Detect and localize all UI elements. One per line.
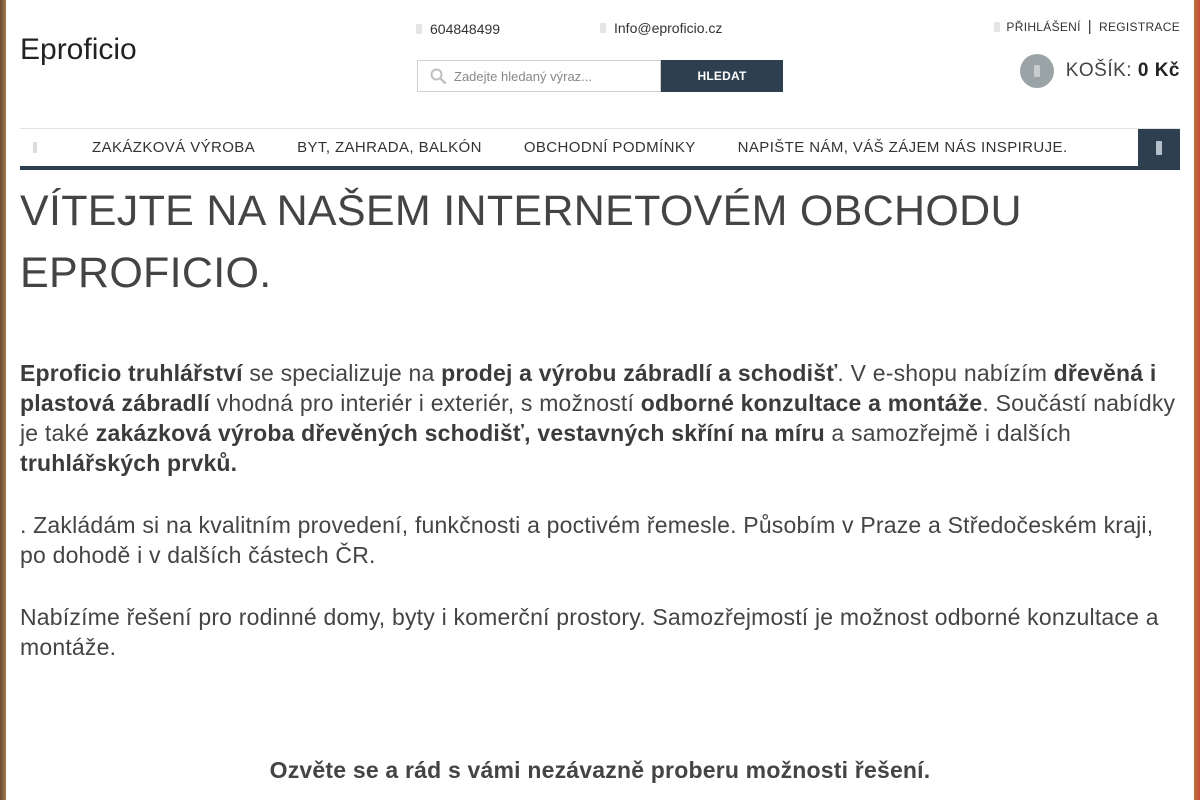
text-span: . V e-shopu nabízím [837,360,1054,386]
phone-number: 604848499 [430,21,501,37]
search-form [417,60,783,92]
register-link[interactable]: REGISTRACE [1098,19,1180,34]
home-icon [33,142,37,153]
text-strong: truhlářských prvků. [20,450,238,476]
text-strong: zakázková výroba dřevěných schodišť, vestavných skříní na míru [95,420,825,446]
call-to-action: Ozvěte se a rád s vámi nezávazně proberu možnosti řešení. [269,757,931,783]
nav-item-obchodni-podminky[interactable]: OBCHODNÍ PODMÍNKY [523,139,696,156]
phone-icon [416,24,422,34]
text-strong: odborné konzultace a montáže [640,390,983,416]
nav-item-zakazkova-vyroba[interactable]: ZAKÁZKOVÁ VÝROBA [92,139,256,156]
cart-summary [1066,60,1180,82]
login-link[interactable]: PŘIHLÁŠENÍ [1006,19,1081,34]
contact-phone[interactable] [416,21,500,37]
nav-item-byt-zahrada-balkon[interactable]: BYT, ZAHRADA, BALKÓN [297,139,482,156]
search-box [417,60,661,92]
search-button[interactable]: HLEDAT [661,60,783,92]
text-span: a samozřejmě i dalších [824,420,1072,446]
contact-email[interactable] [600,20,722,36]
intro-paragraph [20,358,1180,478]
cart-label: KOŠÍK: [1065,60,1133,81]
nav-home[interactable] [20,142,50,153]
search-icon [430,68,446,84]
envelope-icon [600,23,606,33]
text-span: . Součástí nabídky je také [20,390,1176,446]
page-title: VÍTEJTE NA NAŠEM INTERNETOVÉM OBCHODU EPROFICIO. [20,187,1022,297]
cart-widget[interactable] [1020,54,1180,88]
text-span: se specializuje na [242,360,442,386]
site-logo[interactable]: Eproficio [20,33,137,66]
text-strong: dřevěná i plastová zábradlí [20,360,1157,416]
page [6,0,1194,800]
menu-toggle-button[interactable] [1138,129,1180,166]
email-address: Info@eproficio.cz [614,20,723,36]
solutions-paragraph: Nabízíme řešení pro rodinné domy, byty i komerční prostory. Samozřejmostí je možnost odborné konzultace a montáže. [20,604,1159,660]
text-strong: Eproficio truhlářství [20,360,243,386]
text-strong: prodej a výrobu zábradlí a schodišť [441,360,838,386]
nav-item-napiste-nam[interactable]: NAPIŠTE NÁM, VÁŠ ZÁJEM NÁS INSPIRUJE. [737,139,1068,156]
hamburger-icon [1156,141,1162,155]
main-nav [20,128,1180,170]
cart-total: 0 Kč [1137,60,1180,81]
search-input[interactable] [454,63,654,89]
quality-paragraph: . Zakládám si na kvalitním provedení, funkčnosti a poctivém řemesle. Působím v Praze a Středočeském kraji, po dohodě i v dalších částech ČR. [20,512,1154,568]
account-links [994,18,1180,35]
cart-icon [1020,54,1054,88]
account-separator: | [1087,18,1092,35]
text-span: vhodná pro interiér i exteriér, s možností [210,390,641,416]
user-icon [994,22,1000,32]
